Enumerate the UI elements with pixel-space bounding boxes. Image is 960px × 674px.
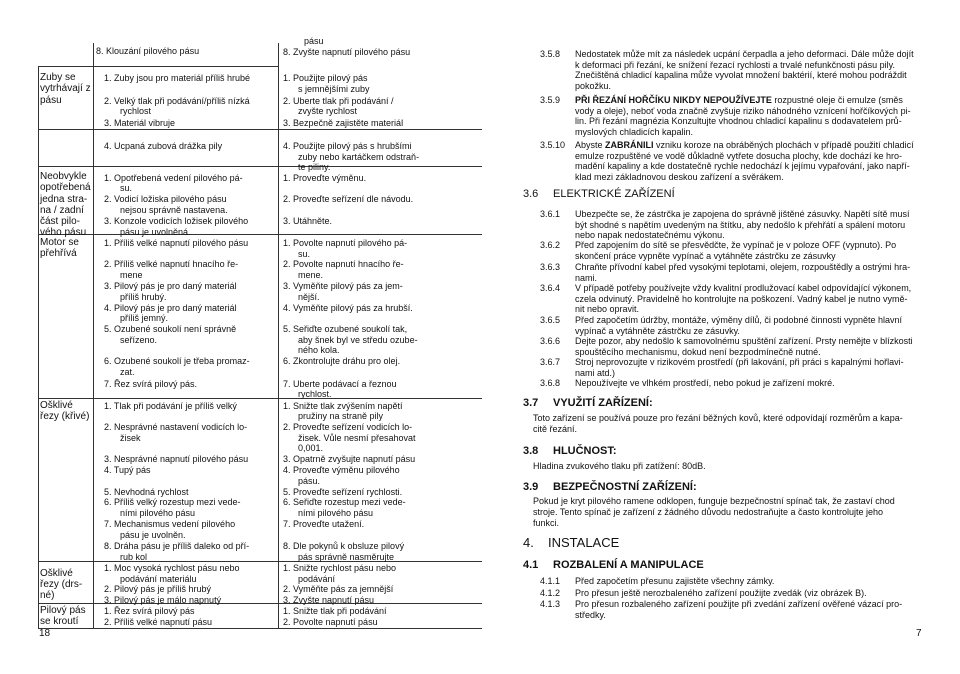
- remedy-text: 7. Uberte podávací a řeznou: [283, 379, 397, 389]
- section-number: 3.8: [523, 445, 539, 457]
- item-text: Dejte pozor, aby nedošlo k samovolnému spuštění zařízení. Prsty nemějte v blízkosti: [575, 336, 913, 346]
- item-number: 4.1.3: [540, 599, 561, 609]
- item-number: 3.5.8: [540, 49, 561, 59]
- section-title: HLUČNOST:: [553, 445, 617, 457]
- remedy-text: 3. Opatrně zvyšujte napnutí pásu: [283, 454, 416, 464]
- cause-text: 3. Nesprávné napnutí pilového pásu: [104, 454, 249, 464]
- section-number: 3.7: [523, 397, 539, 409]
- cause-text: mene: [120, 270, 143, 280]
- item-text: nebo napak nedostatečnému výkonu.: [575, 230, 725, 241]
- item-text: PŘI ŘEZÁNÍ HOŘČÍKU NIKDY NEPOUŽÍVEJTE rozpustné oleje či emulze (směs: [575, 95, 903, 105]
- item-number: 4.1.1: [540, 576, 561, 586]
- cause-text: příliš hrubý.: [120, 292, 167, 302]
- item-text: Nepoužívejte ve vlhkém prostředí, nebo pokud je zařízení mokré.: [575, 378, 835, 388]
- remedy-text: 2. Proveďte seřízení vodicích lo-: [283, 422, 413, 432]
- remedy-text: 6. Zkontrolujte dráhu pro olej.: [283, 356, 401, 366]
- cause-text: 3. Konzole vodicích ložisek pilového: [104, 216, 249, 226]
- cause-text: rub kol: [120, 552, 148, 562]
- cause-text: 6. Příliš velký rozestup mezi vede-: [104, 497, 241, 507]
- item-text: madění kapaliny a kde dostatečně rychle nedochází k jejímu vypařování, jako napří-: [575, 161, 910, 172]
- section-title: BEZPEČNOSTNÍ ZAŘÍZENÍ:: [553, 481, 697, 493]
- remedy-text: nější.: [298, 292, 320, 302]
- problem-text: přehřívá: [40, 248, 77, 259]
- remedy-text: podávání: [298, 574, 336, 584]
- remedy-text: 1. Snižte rychlost pásu nebo: [283, 563, 397, 573]
- item-text: vypínač a vytáhněte zástrčku ze zásuvky.: [575, 325, 740, 336]
- cause-text: 2. Nesprávné nastavení vodicích lo-: [104, 422, 248, 432]
- item-number: 3.6.8: [540, 378, 561, 388]
- item-number: 3.6.3: [540, 262, 561, 272]
- remedy-text: 1. Snižte tlak při podávání: [283, 606, 387, 616]
- item-number: 3.5.10: [540, 140, 566, 150]
- remedy-text: pásu.: [298, 476, 321, 486]
- remedy-text: zuby nebo kartáčkem odstraň-: [298, 152, 420, 162]
- item-text: pokožku.: [575, 80, 612, 91]
- problem-text: vytrhávají z: [40, 83, 91, 94]
- item-text: Pro přesun ještě nerozbaleného zařízení použijte zvedák (viz obrázek B).: [575, 588, 867, 598]
- problem-text: Ošklivé: [40, 568, 73, 579]
- cause-text: pásu je uvolněná.: [120, 227, 191, 237]
- item-text: Chraňte přívodní kabel před vysokými teplotami, olejem, rozpouštědly a ostrými hra-: [575, 262, 911, 272]
- cause-text: 1. Řez svírá pilový pás: [104, 606, 195, 616]
- item-number: 3.6.5: [540, 315, 561, 325]
- item-text: spouštěcího mechanismu, dokud není bezpodmínečně nutné.: [575, 346, 821, 357]
- item-text: Před započetím údržby, montáže, výměny dílů, či podobné činnosti vypněte hlavní: [575, 315, 903, 325]
- cause-text: 5. Ozubené soukolí není správně: [104, 324, 237, 334]
- item-text: czela odvinutý. Pravidelně ho kontrolujte na poškození. Vadný kabel je nutno vymě-: [575, 293, 908, 304]
- cause-text: 7. Mechanismus vedení pilového: [104, 519, 236, 529]
- item-text: lin. Při řezání magnézia Konzultujte vhodnou chladicí kapalinu s dodavatelem prů-: [575, 116, 902, 127]
- emphasis-text: PŘI ŘEZÁNÍ HOŘČÍKU NIKDY NEPOUŽÍVEJTE: [575, 95, 772, 105]
- remedy-text: 5. Seřiďte ozubené soukolí tak,: [283, 324, 408, 334]
- item-text: Stroj neprovozujte v rizikovém prostředí (při lakování, při práci s kapalnými hořlavi-: [575, 357, 904, 367]
- cause-text: 3. Pilový pás je pro daný materiál: [104, 281, 237, 291]
- problem-text: řezy (drs-: [40, 579, 83, 590]
- item-text: být shodné s napětím uvedeným na štítku, aby nedošlo k přehřátí a spálení motoru: [575, 219, 906, 230]
- remedy-text: zvyšte rychlost: [298, 106, 358, 116]
- cause-text: pásu je uvolněn.: [120, 530, 186, 540]
- section-number: 4.1: [523, 559, 539, 571]
- cause-text: 1. Zuby jsou pro materiál příliš hrubé: [104, 73, 251, 83]
- remedy-text: 1. Použijte pilový pás: [283, 73, 368, 83]
- cause-text: 8. Klouzání pilového pásu: [96, 46, 200, 56]
- problem-text: Zuby se: [40, 72, 76, 83]
- section-title: VYUŽITÍ ZAŘÍZENÍ:: [553, 397, 653, 409]
- section-number: 4.: [523, 535, 534, 550]
- remedy-text: 3. Zvyšte napnutí pásu: [283, 595, 375, 605]
- remedy-text: 5. Proveďte seřízení rychlosti.: [283, 487, 403, 497]
- emphasis-text: ZABRÁNILI: [605, 140, 654, 150]
- item-number: 4.1.2: [540, 588, 561, 598]
- remedy-text: 2. Proveďte seřízení dle návodu.: [283, 194, 414, 204]
- cause-text: 2. Příliš velké napnutí hnacího ře-: [104, 259, 239, 269]
- item-text: Před zapojením do sítě se přesvědčte, že vypínač je v poloze OFF (vypnuto). Po: [575, 240, 897, 250]
- item-text: skončení práce vypněte vypínač a vytáhněte zástrčku ze zásuvky: [575, 250, 836, 261]
- paragraph-text: funkci.: [533, 518, 560, 528]
- remedy-text: 2. Povolte napnutí hnacího ře-: [283, 259, 404, 269]
- problem-text: pásu: [40, 95, 62, 106]
- cause-text: 3. Pilový pás je málo napnutý: [104, 595, 222, 605]
- remedy-text: pásu: [304, 36, 324, 46]
- remedy-text: pás správně nasměrujte: [298, 552, 395, 562]
- remedy-text: 4. Použijte pilový pás s hrubšími: [283, 141, 412, 151]
- paragraph-text: citě řezání.: [533, 424, 578, 434]
- cause-text: 2. Velký tlak při podávání/příliš nízká: [104, 96, 250, 106]
- cause-text: 5. Nevhodná rychlost: [104, 487, 189, 497]
- remedy-text: 6. Seřiďte rozestup mezi vede-: [283, 497, 406, 507]
- item-text: myslových chladicích kapalin.: [575, 126, 694, 137]
- problem-text: řezy (křivé): [40, 411, 90, 422]
- remedy-text: mene.: [298, 270, 324, 280]
- remedy-text: s jemnějšími zuby: [298, 84, 370, 94]
- remedy-text: 2. Uberte tlak při podávání /: [283, 96, 394, 106]
- remedy-text: su.: [298, 249, 311, 259]
- cause-text: zat.: [120, 367, 135, 377]
- item-text: nit nebo opravit.: [575, 304, 640, 315]
- cause-text: rychlost: [120, 106, 152, 116]
- problem-text: Ošklivé: [40, 400, 73, 411]
- remedy-text: 2. Povolte napnutí pásu: [283, 617, 378, 627]
- section-title: INSTALACE: [548, 535, 620, 550]
- item-text: Abyste ZABRÁNILI vzniku koroze na obráběných plochách v případě použití chladicí: [575, 140, 914, 150]
- remedy-text: žisek. Vůle nesmí přesahovat: [298, 433, 416, 443]
- cause-text: su.: [120, 183, 133, 193]
- cause-text: 2. Vodicí ložiska pilového pásu: [104, 194, 227, 204]
- item-number: 3.5.9: [540, 95, 561, 105]
- cause-text: 1. Příliš velké napnutí pilového pásu: [104, 238, 249, 248]
- page-number: 18: [39, 628, 51, 639]
- remedy-text: 2. Vyměňte pás za jemnější: [283, 584, 394, 594]
- remedy-text: 1. Snižte tlak zvýšením napětí: [283, 401, 403, 411]
- problem-text: opotřebená: [40, 182, 91, 193]
- page-number: 7: [916, 628, 922, 639]
- remedy-text: 1. Povolte napnutí pilového pá-: [283, 238, 408, 248]
- paragraph-text: stroje. Tento spínač je zařízení z žádného důvodu nedostraňujte a často kontrolujte jeho: [533, 507, 884, 517]
- remedy-text: 0,001.: [298, 443, 324, 453]
- cause-text: 1. Opotřebená vedení pilového pá-: [104, 173, 243, 183]
- section-number: 3.9: [523, 481, 539, 493]
- item-number: 3.6.6: [540, 336, 561, 346]
- cause-text: 4. Ucpaná zubová drážka pily: [104, 141, 223, 151]
- problem-text: Pilový pás: [40, 605, 86, 616]
- item-text: klad mezi základnovou deskou zařízení a svěrákem.: [575, 171, 784, 182]
- item-text: Před započetím přesunu zajistěte všechny zámky.: [575, 576, 775, 586]
- item-number: 3.6.7: [540, 357, 561, 367]
- problem-text: Neobvykle: [40, 171, 87, 182]
- cause-text: žisek: [120, 433, 141, 443]
- item-text: k deformaci při řezání, ke snížení řezací rychlosti a trvalé nefunkčnosti pásu pily.: [575, 59, 895, 70]
- item-number: 3.6.4: [540, 283, 561, 293]
- item-text: nami.: [575, 272, 598, 283]
- cause-text: 4. Pilový pás je pro daný materiál: [104, 303, 237, 313]
- item-number: 3.6.1: [540, 209, 561, 219]
- remedy-text: 4. Vyměňte pilový pás za hrubší.: [283, 303, 413, 313]
- item-text: Ubezpečte se, že zástrčka je zapojena do správně jištěné zásuvky. Napětí sítě musí: [575, 209, 910, 219]
- item-text: Pro přesun rozbaleného zařízení použijte při zvedání zařízení ověřené vázací pro-: [575, 599, 903, 609]
- cause-text: seřízeno.: [120, 335, 158, 345]
- cause-text: podávání materiálu: [120, 574, 197, 584]
- item-text: V případě potřeby používejte vždy kvalitní prodlužovací kabel odpovídající výkonem,: [575, 283, 912, 293]
- cause-text: ními pilového pásu: [120, 508, 196, 518]
- cause-text: 2. Pilový pás je příliš hrubý: [104, 584, 212, 594]
- remedy-text: 1. Proveďte výměnu.: [283, 173, 367, 183]
- problem-text: se kroutí: [40, 616, 79, 627]
- item-text: Znečištěná chladicí kapalina může vyvolat množení baktérií, které mohou podráždit: [575, 70, 907, 81]
- problem-text: jedna stra-: [40, 194, 88, 205]
- remedy-text: te piliny.: [298, 162, 331, 172]
- item-text: Nedostatek může mít za následek ucpání čerpadla a jeho deformaci. Dále může dojít: [575, 49, 914, 59]
- cause-text: 7. Řez svírá pilový pás.: [104, 379, 198, 389]
- remedy-text: ními pilového pásu: [298, 508, 374, 518]
- cause-text: nejsou správně nastavena.: [120, 205, 228, 215]
- cause-text: 6. Ozubené soukolí je třeba promaz-: [104, 356, 250, 366]
- cause-text: 1. Tlak při podávání je příliš velký: [104, 401, 237, 411]
- remedy-text: aby šnek byl ve středu ozube-: [298, 335, 418, 345]
- remedy-text: rychlost.: [298, 389, 332, 399]
- remedy-text: 3. Bezpečně zajistěte materiál: [283, 118, 404, 128]
- cause-text: 8. Dráha pásu je příliš daleko od pří-: [104, 541, 250, 551]
- paragraph-text: Toto zařízení se používá pouze pro řezání běžných kovů, které odpovídají rozměrům a kapa-: [533, 413, 903, 423]
- cause-text: 1. Moc vysoká rychlost pásu nebo: [104, 563, 240, 573]
- problem-text: na / zadní: [40, 205, 84, 216]
- problem-text: vého pásu: [40, 227, 87, 238]
- paragraph-text: Pokud je kryt pilového ramene odklopen, funguje bezpečnostní spínač tak, že zastaví chod: [533, 496, 895, 506]
- item-text: nami atd.): [575, 367, 616, 378]
- item-text: středky.: [575, 609, 606, 620]
- remedy-text: 7. Proveďte utažení.: [283, 519, 365, 529]
- paragraph-text: Hladina zvukového tlaku při zatížení: 80dB.: [533, 461, 706, 471]
- remedy-text: ného kola.: [298, 345, 340, 355]
- remedy-text: pružiny na straně pily: [298, 411, 384, 421]
- cause-text: 3. Materiál vibruje: [104, 118, 176, 128]
- remedy-text: 3. Vyměňte pilový pás za jem-: [283, 281, 403, 291]
- problem-text: né): [40, 590, 55, 601]
- item-number: 3.6.2: [540, 240, 561, 250]
- remedy-text: 8. Dle pokynů k obsluze pilový: [283, 541, 405, 551]
- remedy-text: 8. Zvyšte napnutí pilového pásu: [283, 47, 411, 57]
- item-text: vody a oleje), neboť voda značně zvyšuje riziko náhodného vznícení hořčíkových pi-: [575, 105, 911, 116]
- problem-text: Motor se: [40, 237, 79, 248]
- section-title: ELEKTRICKÉ ZAŘÍZENÍ: [553, 188, 675, 200]
- cause-text: 4. Tupý pás: [104, 465, 151, 475]
- section-number: 3.6: [523, 188, 539, 200]
- problem-text: část pilo-: [40, 216, 81, 227]
- cause-text: 2. Příliš velké napnutí pásu: [104, 617, 213, 627]
- remedy-text: 3. Utáhněte.: [283, 216, 333, 226]
- section-title: ROZBALENÍ A MANIPULACE: [553, 559, 704, 571]
- remedy-text: 4. Proveďte výměnu pilového: [283, 465, 400, 475]
- cause-text: příliš jemný.: [120, 313, 169, 323]
- item-text: emulze rozpuštěné ve vodě důkladně vytřete dosucha plochy, kde dochází ke hro-: [575, 150, 903, 161]
